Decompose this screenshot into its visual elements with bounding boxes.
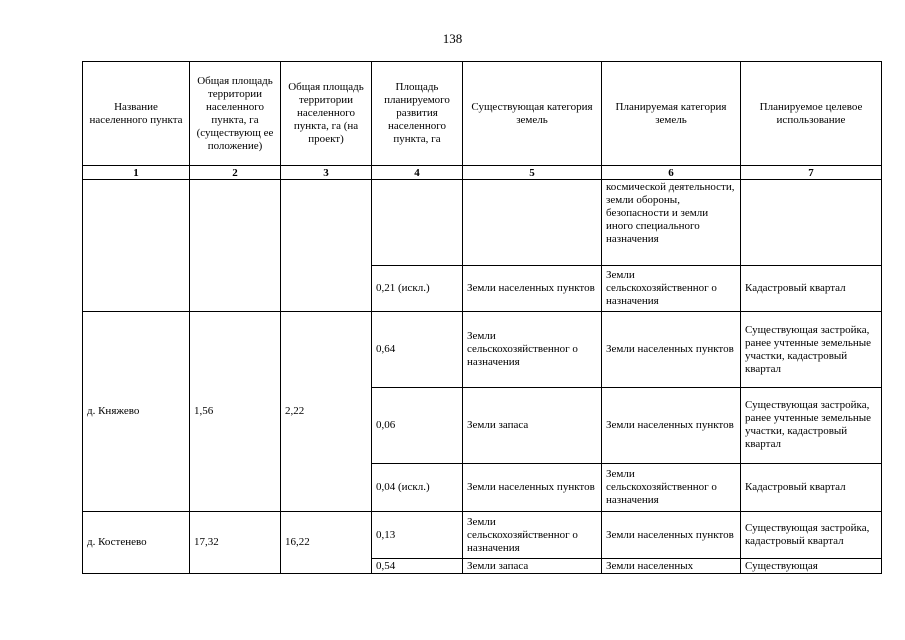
planned-category-cell: Земли населенных пунктов: [602, 512, 741, 558]
column-number: 1: [83, 166, 190, 180]
planned-category-cell: Земли населенных пунктов: [602, 312, 741, 388]
area-current-cell: 1,56: [190, 312, 281, 512]
development-area-cell: 0,64: [372, 312, 463, 388]
existing-category-cell: Земли населенных пунктов: [463, 265, 602, 311]
planned-use-cell: Существующая застройка, ранее учтенные земельные участки, кадастровый квартал: [741, 388, 882, 464]
existing-category-cell: Земли сельскохозяйственног о назначения: [463, 512, 602, 558]
settlement-name-cell: д. Княжево: [83, 312, 190, 512]
column-number: 2: [190, 166, 281, 180]
header-planned-use: Планируемое целевое использование: [741, 62, 882, 166]
existing-category-cell: Земли запаса: [463, 388, 602, 464]
land-category-table: [82, 61, 882, 574]
header-settlement-name: Название населенного пункта: [83, 62, 190, 166]
planned-use-cell: Существующая застройка, ранее учтенные земельные участки, кадастровый квартал: [741, 312, 882, 388]
area-project-cell: 16,22: [281, 512, 372, 574]
header-planned-category: Планируемая категория земель: [602, 62, 741, 166]
area-current-cell: 17,32: [190, 512, 281, 574]
planned-category-cell: Земли населенных пунктов: [602, 388, 741, 464]
column-number: 3: [281, 166, 372, 180]
area-current-cell: [190, 180, 281, 312]
existing-category-cell: [463, 180, 602, 266]
header-development-area: Площадь планируемого развития населенного пункта, га: [372, 62, 463, 166]
existing-category-cell: Земли запаса: [463, 558, 602, 573]
development-area-cell: 0,04 (искл.): [372, 463, 463, 511]
table-row: [83, 180, 882, 266]
settlement-name-cell: д. Костенево: [83, 512, 190, 574]
page-number: 138: [442, 31, 463, 46]
area-project-cell: [281, 180, 372, 312]
column-number: 4: [372, 166, 463, 180]
header-existing-category: Существующая категория земель: [463, 62, 602, 166]
planned-use-cell: [741, 180, 882, 266]
development-area-cell: 0,54: [372, 558, 463, 573]
planned-use-cell: Кадастровый квартал: [741, 265, 882, 311]
planned-category-cell: Земли населенных: [602, 558, 741, 573]
column-number: 5: [463, 166, 602, 180]
column-number: 7: [741, 166, 882, 180]
planned-category-cell: космической деятельности, земли обороны, безопасности и земли иного специального назначения: [602, 180, 741, 266]
planned-use-cell: Существующая застройка, кадастровый квартал: [741, 512, 882, 558]
header-area-current: Общая площадь территории населенного пункта, га (существующ ее положение): [190, 62, 281, 166]
header-row: [83, 62, 882, 166]
development-area-cell: 0,13: [372, 512, 463, 558]
settlement-name-cell: [83, 180, 190, 312]
existing-category-cell: Земли сельскохозяйственног о назначения: [463, 312, 602, 388]
development-area-cell: [372, 180, 463, 266]
header-area-project: Общая площадь территории населенного пункта, га (на проект): [281, 62, 372, 166]
planned-category-cell: Земли сельскохозяйственног о назначения: [602, 265, 741, 311]
planned-category-cell: Земли сельскохозяйственног о назначения: [602, 463, 741, 511]
column-number: 6: [602, 166, 741, 180]
table-row: [83, 312, 882, 388]
column-number-row: [83, 166, 882, 180]
planned-use-cell: Кадастровый квартал: [741, 463, 882, 511]
existing-category-cell: Земли населенных пунктов: [463, 463, 602, 511]
area-project-cell: 2,22: [281, 312, 372, 512]
table-row: [83, 512, 882, 558]
development-area-cell: 0,06: [372, 388, 463, 464]
development-area-cell: 0,21 (искл.): [372, 265, 463, 311]
planned-use-cell: Существующая: [741, 558, 882, 573]
